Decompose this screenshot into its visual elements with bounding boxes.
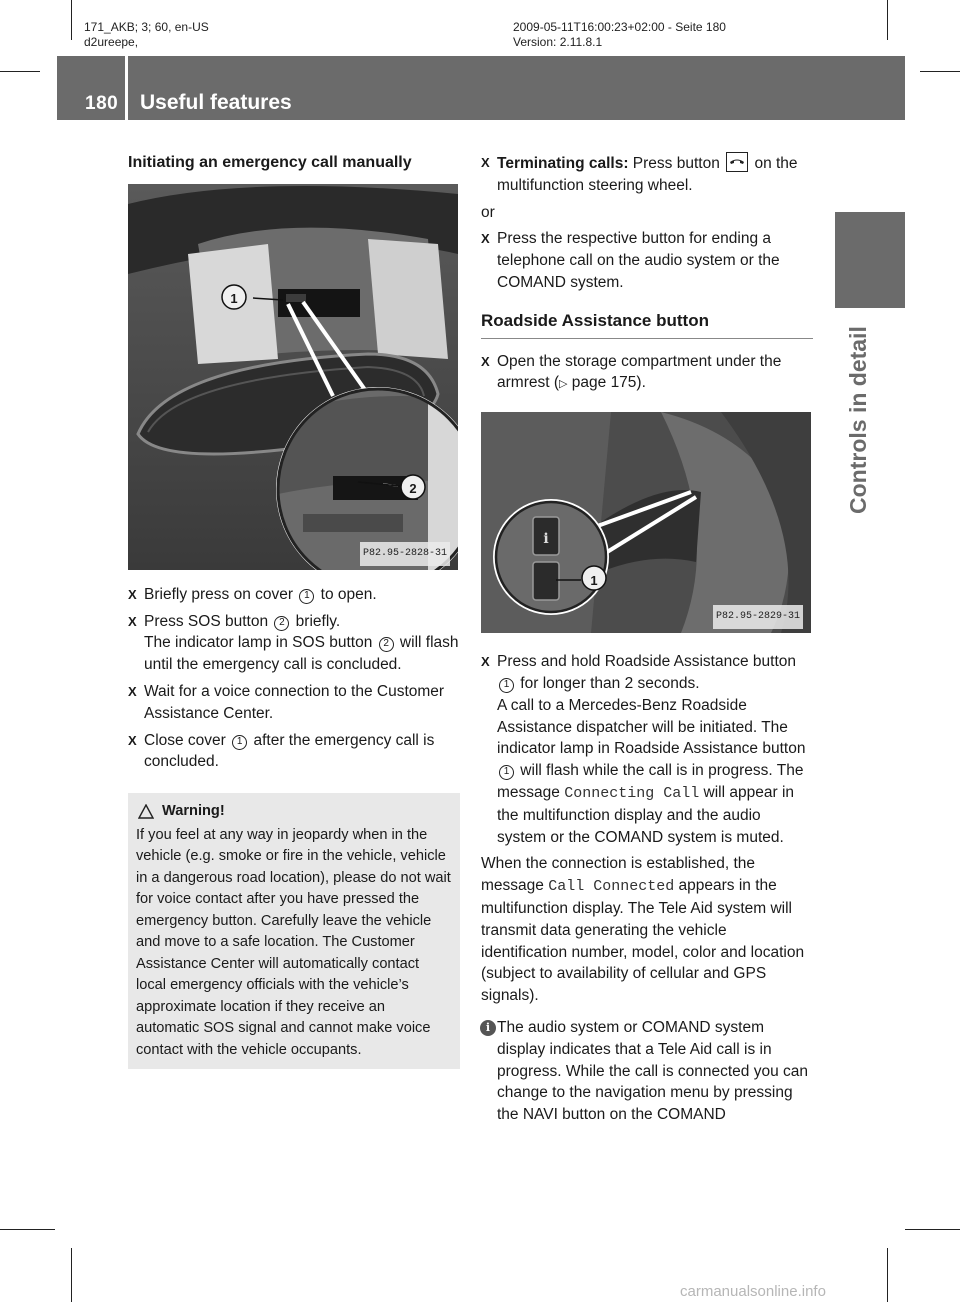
step-marker: X	[128, 586, 137, 602]
header-divider	[125, 56, 128, 120]
step	[481, 351, 813, 397]
svg-text:i: i	[543, 531, 549, 548]
meta-line: 171_AKB; 3; 60, en-US	[84, 20, 209, 34]
step-text: briefly.	[291, 612, 341, 630]
page-ref-arrow: ▷	[559, 378, 568, 391]
display-message: Call Connected	[548, 878, 675, 896]
meta-line: 2009-05-11T16:00:23+02:00 - Seite 180	[513, 20, 726, 34]
crop-mark	[887, 0, 888, 40]
crop-mark	[0, 1229, 55, 1230]
step-text: to open.	[316, 585, 377, 603]
overhead-console-illustration	[128, 184, 458, 570]
callout-2: 2	[409, 480, 417, 496]
roadside-photo	[481, 412, 811, 633]
crop-mark	[920, 71, 960, 72]
right-column	[481, 152, 813, 1126]
num-marker: 2	[274, 616, 289, 631]
step	[481, 228, 813, 293]
step-text: for longer than 2 seconds.	[516, 674, 700, 692]
step	[128, 584, 460, 606]
info-icon: i	[480, 1020, 496, 1036]
section-title: Initiating an emergency call manually	[128, 154, 412, 171]
step-text: will flash until the emergency call is concluded.	[144, 634, 459, 674]
step-text: Press and hold Roadside Assistance button	[497, 653, 796, 671]
photo-code: P82.95-2828-31	[360, 542, 450, 566]
photo-code: P82.95-2829-31	[713, 605, 803, 629]
warning-title	[136, 801, 452, 823]
step	[128, 611, 460, 676]
step-marker: X	[481, 231, 490, 247]
or-text: or	[481, 203, 495, 221]
crop-mark	[71, 1248, 72, 1302]
crop-mark	[0, 71, 40, 72]
num-marker: 1	[499, 678, 514, 693]
step-text: Press the respective button for ending a telephone call on the audio system or the COMAND system.	[497, 230, 780, 291]
side-label-text: Controls in detail	[845, 326, 871, 514]
paragraph	[481, 853, 813, 1007]
step-text: A call to a Mercedes-Benz Roadside Assistance dispatcher will be initiated. The indicator lamp in Roadside Assistance button	[497, 696, 806, 758]
num-marker: 1	[232, 735, 247, 750]
warning-box	[128, 793, 460, 1069]
step-text: Open the storage compartment under the armrest (	[497, 352, 782, 392]
page-title: Useful features	[140, 91, 292, 114]
num-marker: 2	[379, 637, 394, 652]
warning-triangle-icon	[138, 804, 154, 819]
meta-line: Version: 2.11.8.1	[513, 35, 603, 49]
hang-up-icon	[726, 152, 748, 172]
info-note	[481, 1017, 813, 1126]
step-marker: X	[128, 732, 137, 748]
paragraph-text: appears in the multifunction display. The Tele Aid system will transmit data generating the vehicle identification number, model, color and location (subject to availability of cellular and GPS signals).	[481, 877, 805, 1005]
step-text: The indicator lamp in SOS button	[144, 634, 377, 652]
steps-list	[128, 584, 460, 773]
num-marker: 1	[499, 765, 514, 780]
left-column	[128, 152, 460, 1069]
callout-1: 1	[590, 573, 598, 589]
step-text: Press SOS button	[144, 612, 273, 630]
step	[128, 681, 460, 725]
step	[128, 730, 460, 774]
step-marker: X	[481, 155, 490, 170]
step-marker: X	[481, 353, 490, 369]
side-tab	[835, 212, 905, 308]
print-meta-left	[84, 20, 209, 50]
step	[481, 651, 813, 848]
page-number: 180	[85, 93, 119, 114]
num-marker: 1	[299, 589, 314, 604]
step-text: page 175).	[567, 374, 646, 392]
print-meta-right	[513, 20, 726, 50]
crop-mark	[71, 0, 72, 40]
step-text: will flash while the call is in progress. The message	[497, 762, 804, 801]
step-marker: X	[481, 654, 490, 670]
step-text: Press button	[628, 155, 725, 172]
step-text: will appear in the multifunction display and the audio system or the COMAND system is muted.	[497, 783, 795, 846]
display-message: Connecting Call	[564, 784, 700, 802]
section-title: Roadside Assistance button	[481, 310, 813, 339]
sos-photo	[128, 184, 458, 570]
step	[481, 152, 813, 197]
armrest-compartment-illustration	[481, 412, 811, 633]
info-text: The audio system or COMAND system display indicates that a Tele Aid call is in progress. While the call is connected you can change to the navigation menu by pressing the NAVI button on the COMAND	[497, 1018, 809, 1124]
step-marker: X	[128, 683, 137, 699]
warning-title-text: Warning!	[162, 803, 225, 820]
crop-mark	[905, 1229, 960, 1230]
step-text: on the multifunction steering wheel.	[497, 155, 798, 194]
crop-mark	[887, 1248, 888, 1302]
paragraph-text: When the connection is established, the message	[481, 855, 756, 895]
step-label: Terminating calls:	[497, 155, 629, 172]
step-text: Briefly press on cover	[144, 585, 298, 603]
step-text: Wait for a voice connection to the Customer Assistance Center.	[144, 682, 445, 722]
step-text: after the emergency call is concluded.	[144, 731, 435, 771]
warning-text: If you feel at any way in jeopardy when in the vehicle (e.g. smoke or fire in the vehicle, vehicle in a dangerous road location), please do not wait for voice contact after you have pressed the emergency button. Carefully leave the vehicle and move to a safe location. The Customer Assistance Center will automatically contact local emergency officials with the vehicle’s approximate location if they receive an automatic SOS signal and cannot make voice contact with the vehicle occupants.	[136, 826, 451, 1058]
meta-line: d2ureepe,	[84, 35, 139, 49]
step-text: Close cover	[144, 731, 231, 749]
watermark: carmanualsonline.info	[680, 1283, 826, 1300]
step-marker: X	[128, 613, 137, 629]
callout-1: 1	[230, 290, 238, 306]
